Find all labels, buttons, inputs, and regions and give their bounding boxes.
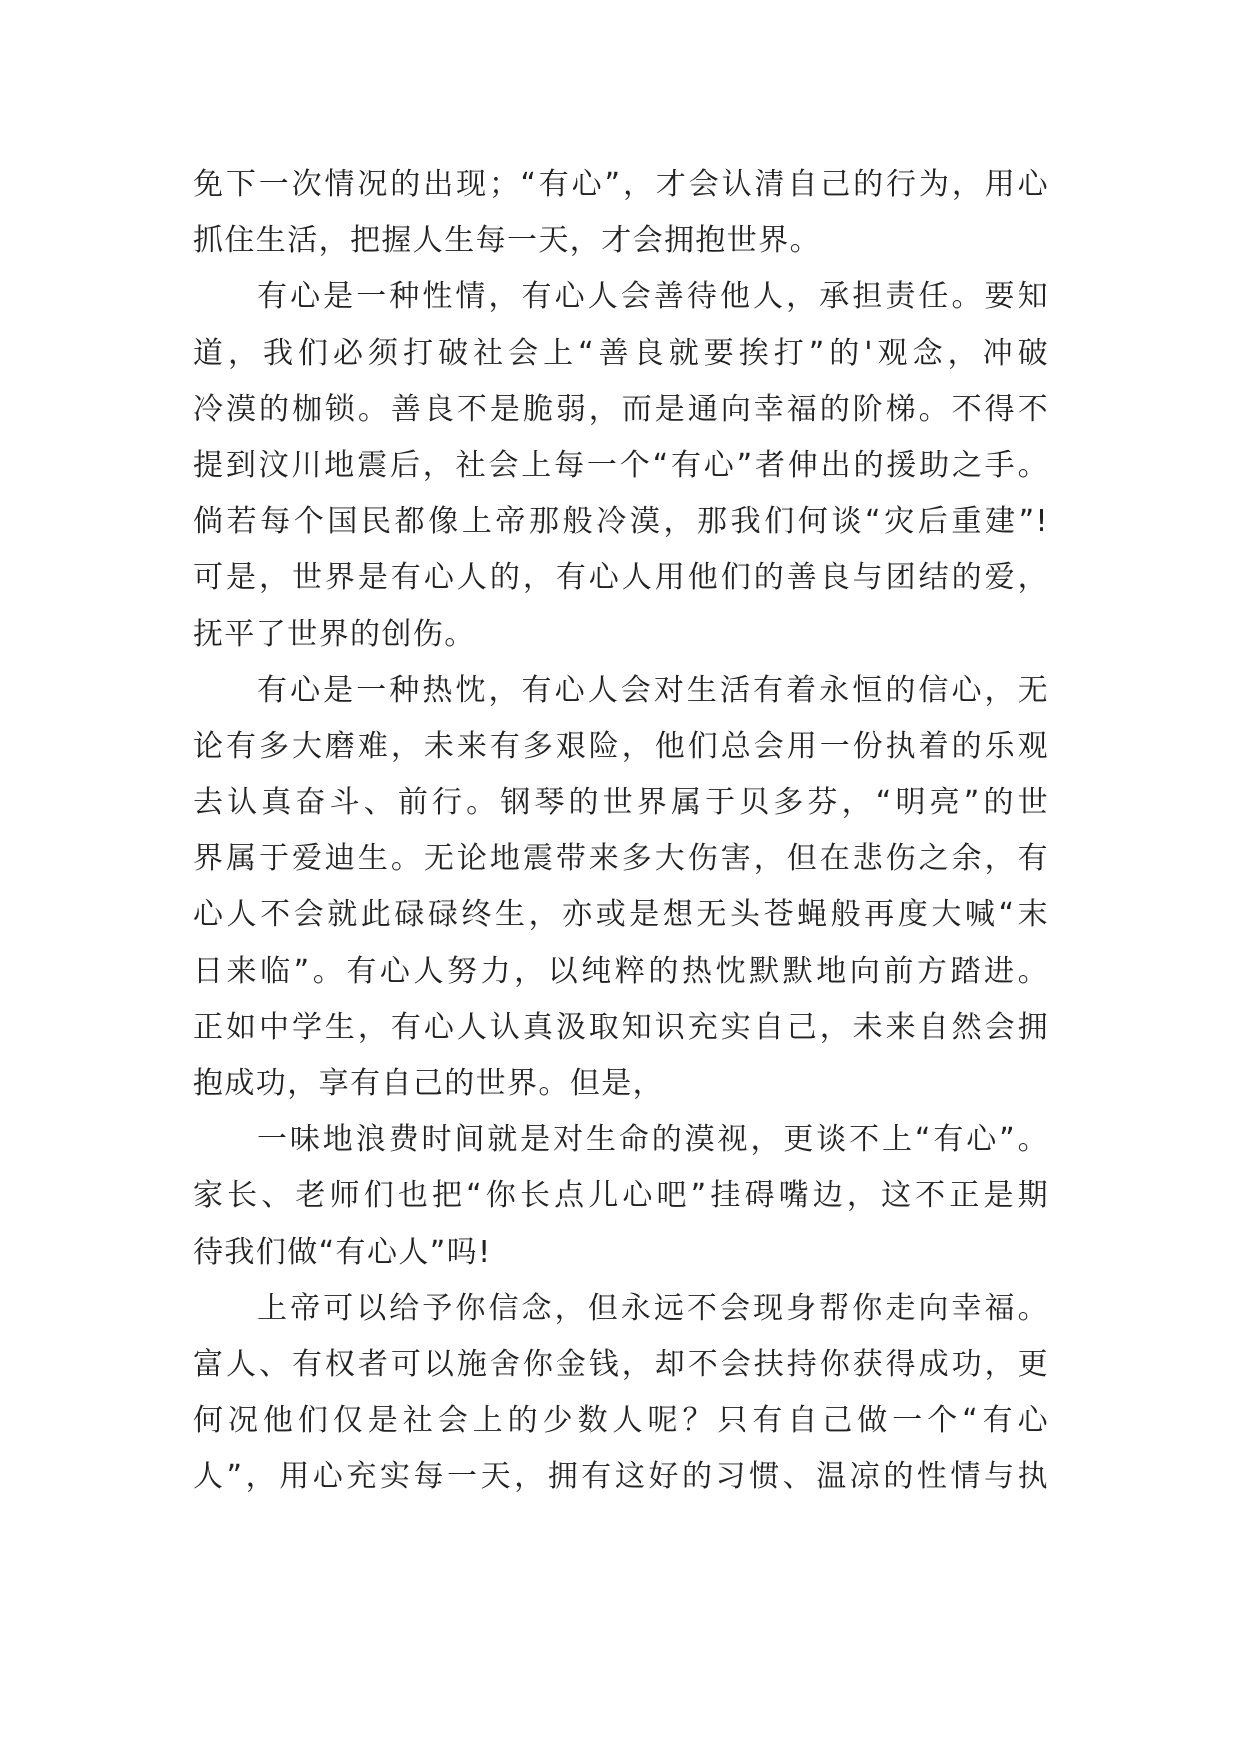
text-line: 提到汶川地震后，社会上每一个“有心”者伸出的援助之手。 xyxy=(193,447,1049,483)
text-line: 待我们做“有心人”吗! xyxy=(193,1234,492,1270)
text-line: 论有多大磨难，未来有多艰险，他们总会用一份执着的乐观 xyxy=(193,728,1049,764)
paragraph xyxy=(193,269,1049,662)
paragraph xyxy=(193,1281,1049,1506)
text-line: 有心是一种热忱，有心人会对生活有着永恒的信心，无 xyxy=(257,672,1049,708)
body-text xyxy=(193,157,1049,1506)
text-line: 日来临”。有心人努力，以纯粹的热忱默默地向前方踏进。 xyxy=(193,953,1049,989)
text-line: 心人不会就此碌碌终生，亦或是想无头苍蝇般再度大喊“末 xyxy=(193,897,1049,933)
text-line: 免下一次情况的出现；“有心”，才会认清自己的行为，用心 xyxy=(193,167,1049,202)
text-line: 何况他们仅是社会上的少数人呢？只有自己做一个“有心 xyxy=(193,1403,1049,1439)
text-line: 一味地浪费时间就是对生命的漠视，更谈不上“有心”。 xyxy=(257,1122,1049,1158)
text-line: 抚平了世界的创伤。 xyxy=(193,616,476,652)
text-line: 正如中学生，有心人认真汲取知识充实自己，未来自然会拥 xyxy=(193,1009,1049,1045)
text-line: 抱成功，享有自己的世界。但是， xyxy=(193,1066,664,1101)
text-line: 冷漠的枷锁。善良不是脆弱，而是通向幸福的阶梯。不得不 xyxy=(193,391,1049,427)
text-line: 道，我们必须打破社会上“善良就要挨打”的'观念，冲破 xyxy=(193,335,1049,371)
text-line: 上帝可以给予你信念，但永远不会现身帮你走向幸福。 xyxy=(257,1290,1049,1326)
text-line: 去认真奋斗、前行。钢琴的世界属于贝多芬，“明亮”的世 xyxy=(193,785,1049,821)
text-line: 富人、有权者可以施舍你金钱，却不会扶持你获得成功，更 xyxy=(193,1346,1049,1382)
paragraph xyxy=(193,157,1049,269)
text-line: 人”，用心充实每一天，拥有这好的习惯、温凉的性情与执 xyxy=(193,1459,1049,1495)
paragraph xyxy=(193,1112,1049,1281)
text-line: 抓住生活，把握人生每一天，才会拥抱世界。 xyxy=(193,223,821,259)
paragraph xyxy=(193,663,1049,1113)
text-line: 倘若每个国民都像上帝那般冷漠，那我们何谈“灾后重建”! xyxy=(193,504,1049,540)
text-line: 有心是一种性情，有心人会善待他人，承担责任。要知 xyxy=(257,279,1049,315)
text-line: 界属于爱迪生。无论地震带来多大伤害，但在悲伤之余，有 xyxy=(193,841,1049,877)
text-line: 可是，世界是有心人的，有心人用他们的善良与团结的爱， xyxy=(193,560,1049,596)
text-line: 家长、老师们也把“你长点儿心吧”挂碍嘴边，这不正是期 xyxy=(193,1178,1049,1214)
